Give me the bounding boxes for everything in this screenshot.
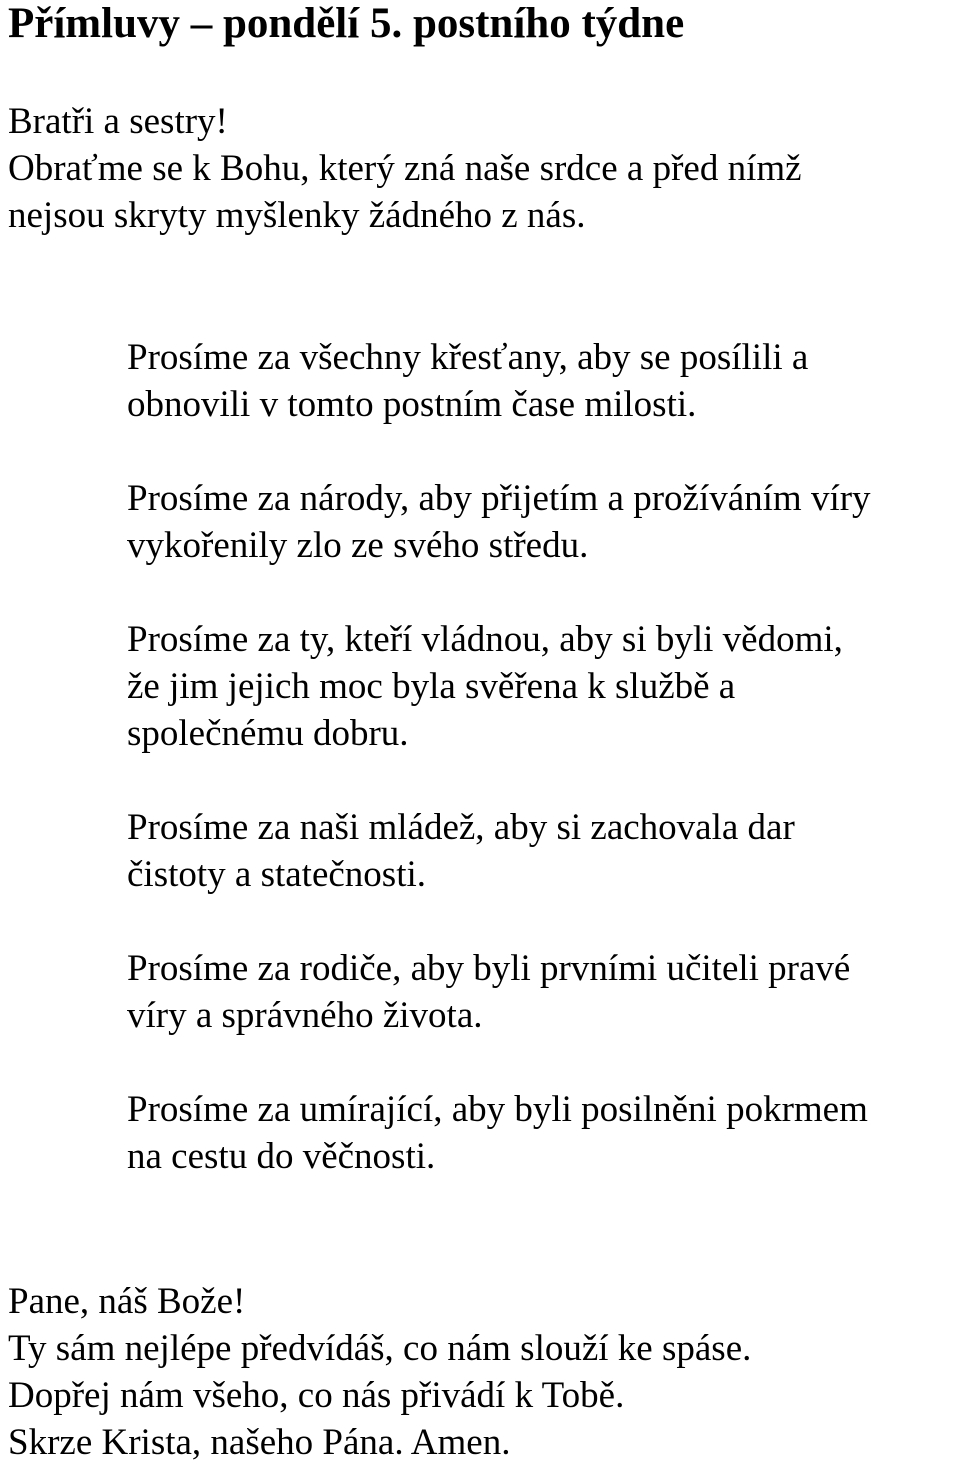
- petition-item: [127, 616, 957, 757]
- closing-line: Pane, náš Bože!: [8, 1281, 246, 1322]
- petition-line: Prosíme za naši mládež, aby si zachovala dar: [127, 807, 795, 848]
- intro-paragraph: [8, 98, 948, 239]
- petition-item: [127, 1086, 957, 1180]
- closing-line: Ty sám nejlépe předvídáš, co nám slouží ke spáse.: [8, 1328, 752, 1369]
- petition-line: Prosíme za ty, kteří vládnou, aby si byli vědomi,: [127, 619, 843, 660]
- petition-line: Prosíme za rodiče, aby byli prvními učiteli pravé: [127, 948, 851, 989]
- petition-line: víry a správného života.: [127, 995, 483, 1036]
- petition-line: Prosíme za umírající, aby byli posilněni pokrmem: [127, 1089, 868, 1130]
- intro-line: nejsou skryty myšlenky žádného z nás.: [8, 195, 586, 236]
- petition-line: obnovili v tomto postním čase milosti.: [127, 384, 697, 425]
- petition-line: Prosíme za národy, aby přijetím a prožíváním víry: [127, 478, 871, 519]
- closing-line: Dopřej nám všeho, co nás přivádí k Tobě.: [8, 1375, 625, 1416]
- petitions-list: [127, 334, 957, 1227]
- page-title: Přímluvy – pondělí 5. postního týdne: [8, 0, 685, 47]
- intro-line: Bratři a sestry!: [8, 101, 228, 142]
- petition-item: [127, 945, 957, 1039]
- petition-item: [127, 475, 957, 569]
- petition-line: Prosíme za všechny křesťany, aby se posílili a: [127, 337, 809, 378]
- closing-line: Skrze Krista, našeho Pána. Amen.: [8, 1422, 511, 1463]
- petition-line: že jim jejich moc byla svěřena k službě a: [127, 666, 736, 707]
- petition-line: vykořenily zlo ze svého středu.: [127, 525, 589, 566]
- closing-prayer: [8, 1278, 948, 1466]
- intro-line: Obraťme se k Bohu, který zná naše srdce a před nímž: [8, 148, 802, 189]
- petition-line: společnému dobru.: [127, 713, 409, 754]
- petition-item: [127, 804, 957, 898]
- petition-line: na cestu do věčnosti.: [127, 1136, 436, 1177]
- petition-item: [127, 334, 957, 428]
- petition-line: čistoty a statečnosti.: [127, 854, 427, 895]
